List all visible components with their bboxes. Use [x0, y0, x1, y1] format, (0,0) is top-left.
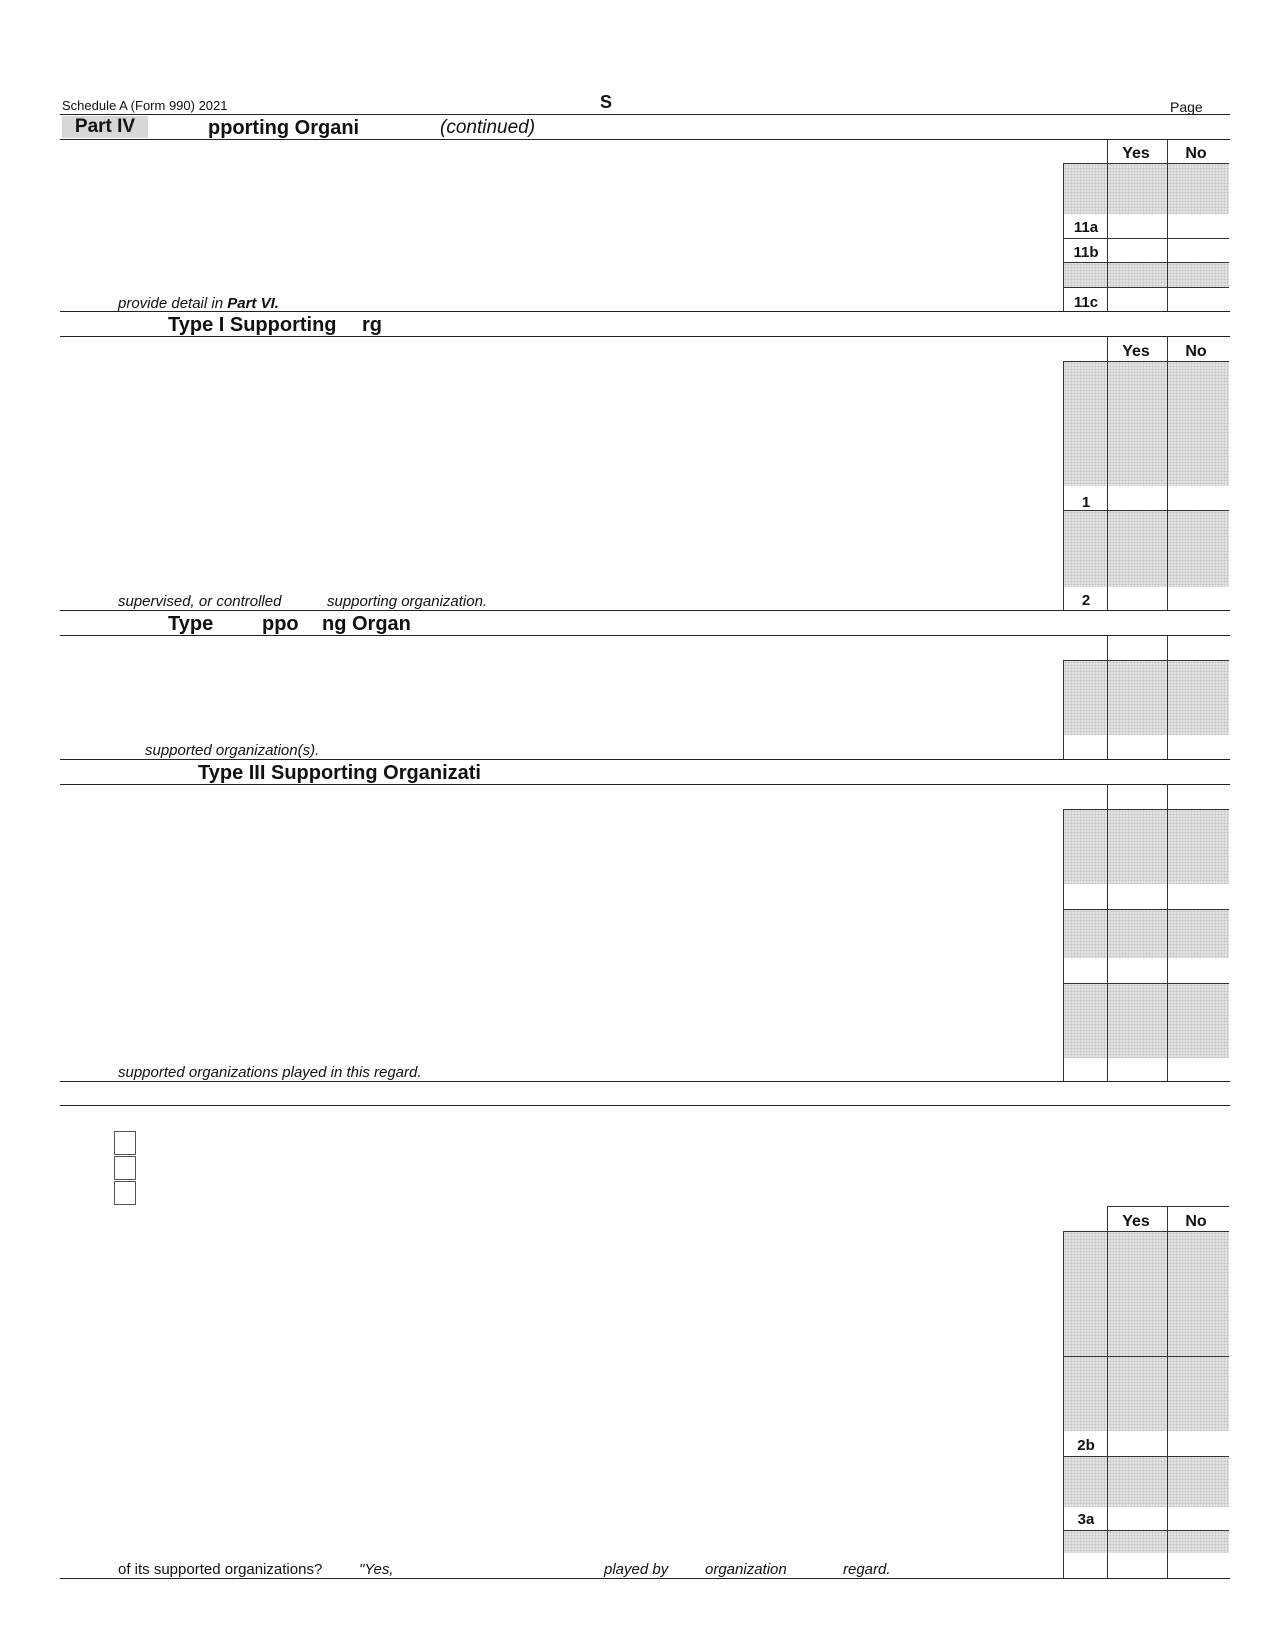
part-badge: Part IV — [62, 116, 148, 138]
col-divider — [1063, 1231, 1064, 1578]
col-divider — [1063, 809, 1064, 1081]
grid-line — [1063, 287, 1229, 288]
shaded-cells — [1064, 362, 1229, 486]
header-rule — [60, 114, 1230, 115]
section-b-title: Type I Supporting — [168, 314, 337, 336]
shaded-cells — [1064, 910, 1229, 958]
shaded-cells — [1064, 1357, 1229, 1431]
no-header: No — [1185, 145, 1207, 162]
footer-bold: Part VI. — [227, 295, 279, 312]
line-3a: 3a — [1077, 1511, 1095, 1528]
section-d-footer: supported organizations played in this regard. — [118, 1064, 422, 1081]
grid-line — [1063, 238, 1229, 239]
section-b-rule — [60, 336, 1230, 337]
form-name: Schedule A (Form 990) 2021 — [62, 98, 228, 113]
section-c-footer: supported organization(s). — [145, 742, 320, 759]
shaded-cells — [1064, 1531, 1229, 1553]
section-e-footer-d: organization — [705, 1561, 787, 1578]
shaded-cells — [1064, 1457, 1229, 1507]
section-e-footer-b: "Yes, — [359, 1561, 394, 1578]
col-divider — [1107, 784, 1108, 1081]
section-d-rule — [60, 784, 1230, 785]
section-e-top-rule — [60, 1105, 1230, 1106]
section-b-title-tail: rg — [362, 314, 382, 336]
shaded-cells — [1064, 263, 1229, 287]
part-continued: (continued) — [440, 117, 536, 138]
section-c-rule — [60, 635, 1230, 636]
page-label: Page — [1170, 99, 1203, 115]
yes-header: Yes — [1122, 343, 1150, 360]
grid-line — [1107, 1206, 1229, 1207]
no-header: No — [1185, 1213, 1207, 1230]
line-11c: 11c — [1073, 294, 1099, 311]
col-divider — [1063, 163, 1064, 311]
section-e-footer-c: played by — [604, 1561, 669, 1578]
section-c-title-a: Type — [168, 613, 214, 635]
section-e-footer-a: of its supported organizations? — [118, 1561, 323, 1578]
checkbox-option-c[interactable] — [114, 1181, 136, 1205]
line-11a: 11a — [1073, 219, 1099, 236]
line-2: 2 — [1081, 592, 1091, 609]
footer-text: provide detail in — [118, 295, 228, 312]
col-divider — [1167, 336, 1168, 610]
no-header: No — [1185, 343, 1207, 360]
section-d-bottom-rule — [60, 1081, 1230, 1082]
col-divider — [1107, 139, 1108, 311]
col-divider — [1167, 784, 1168, 1081]
col-divider — [1107, 635, 1108, 759]
col-divider — [1107, 1206, 1108, 1578]
col-divider — [1063, 660, 1064, 759]
shaded-cells — [1064, 1232, 1229, 1356]
col-divider — [1107, 336, 1108, 610]
header-center-mark: S — [600, 92, 613, 112]
part-rule — [60, 139, 1230, 140]
checkbox-option-b[interactable] — [114, 1156, 136, 1180]
section-e-footer-e: regard. — [843, 1561, 891, 1578]
col-divider — [1063, 361, 1064, 610]
part-title: pporting Organi — [208, 117, 360, 139]
line-2b: 2b — [1077, 1437, 1095, 1454]
col-divider — [1167, 635, 1168, 759]
section-a-rule — [60, 311, 1230, 312]
section-c-bottom-rule — [60, 759, 1230, 760]
yes-header: Yes — [1122, 1213, 1150, 1230]
shaded-cells — [1064, 164, 1229, 214]
section-c-title-c: ng Organ — [322, 613, 411, 635]
line-11b: 11b — [1073, 244, 1099, 261]
section-c-title-b: ppo — [262, 613, 299, 635]
shaded-cells — [1064, 511, 1229, 587]
line-1: 1 — [1081, 494, 1091, 511]
yes-header: Yes — [1122, 145, 1150, 162]
section-d-title: Type III Supporting Organizati — [198, 762, 481, 784]
checkbox-option-a[interactable] — [114, 1131, 136, 1155]
shaded-cells — [1064, 984, 1229, 1058]
section-e-bottom-rule — [60, 1578, 1230, 1579]
shaded-cells — [1064, 661, 1229, 735]
col-divider — [1167, 139, 1168, 311]
section-b-footer-a: supervised, or controlled — [118, 593, 282, 610]
section-b-bottom-rule — [60, 610, 1230, 611]
col-divider — [1167, 1206, 1168, 1578]
section-a-footer — [118, 295, 279, 312]
section-b-footer-b: supporting organization. — [327, 593, 488, 610]
shaded-cells — [1064, 810, 1229, 884]
